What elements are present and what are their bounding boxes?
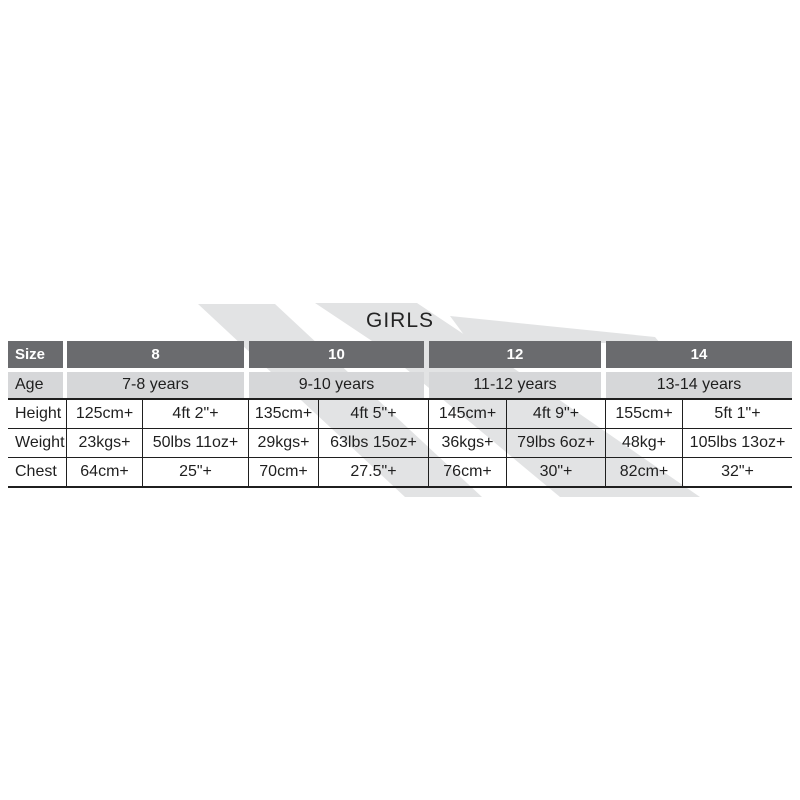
weight-imperial-size14: 105lbs 13oz+	[689, 434, 786, 451]
size-col-header-10: 10	[249, 341, 424, 368]
size-corner-label: Size	[8, 341, 63, 368]
size-col-header-8: 8	[67, 341, 244, 368]
chest-imperial-size14: 32"+	[721, 463, 754, 480]
weight-imperial-size10: 63lbs 15oz+	[319, 429, 429, 457]
height-imperial-size12: 4ft 9"+	[507, 400, 606, 428]
chest-metric-size12: 76cm+	[429, 458, 507, 486]
chest-row-label: Chest	[8, 458, 67, 486]
height-imperial-size10: 4ft 5"+	[319, 400, 429, 428]
height-imperial-size14: 5ft 1"+	[714, 405, 761, 422]
height-metric-size10: 135cm+	[249, 400, 319, 428]
age-row-label: Age	[8, 372, 63, 398]
age-cell-size14: 13-14 years	[606, 372, 792, 398]
weight-imperial-size8: 50lbs 11oz+	[143, 429, 249, 457]
weight-row-label: Weight	[8, 429, 67, 457]
size-col-header-12: 12	[429, 341, 601, 368]
weight-row	[8, 429, 792, 458]
chart-title: GIRLS	[365, 309, 435, 332]
height-metric-size14: 155cm+	[606, 400, 683, 428]
height-row-label: Height	[8, 400, 67, 428]
age-cell-size8: 7-8 years	[67, 372, 244, 398]
chest-metric-size10: 70cm+	[249, 458, 319, 486]
weight-metric-size12: 36kgs+	[429, 429, 507, 457]
chest-imperial-size12: 30"+	[507, 458, 606, 486]
weight-imperial-size12: 79lbs 6oz+	[507, 429, 606, 457]
height-imperial-size8: 4ft 2"+	[143, 400, 249, 428]
weight-metric-size8: 23kgs+	[67, 429, 143, 457]
chest-imperial-size10: 27.5"+	[319, 458, 429, 486]
chest-imperial-size8: 25"+	[143, 458, 249, 486]
weight-metric-size10: 29kgs+	[249, 429, 319, 457]
chest-row	[8, 458, 792, 488]
height-row	[8, 398, 792, 429]
size-col-header-14: 14	[606, 341, 792, 368]
age-cell-size12: 11-12 years	[429, 372, 601, 398]
chest-metric-size8: 64cm+	[67, 458, 143, 486]
height-metric-size8: 125cm+	[67, 400, 143, 428]
age-row	[8, 372, 792, 398]
age-cell-size10: 9-10 years	[249, 372, 424, 398]
height-metric-size12: 145cm+	[429, 400, 507, 428]
chest-metric-size14: 82cm+	[606, 458, 683, 486]
girls-size-table	[8, 341, 792, 488]
weight-metric-size14: 48kg+	[606, 429, 683, 457]
size-header-row	[8, 341, 792, 368]
